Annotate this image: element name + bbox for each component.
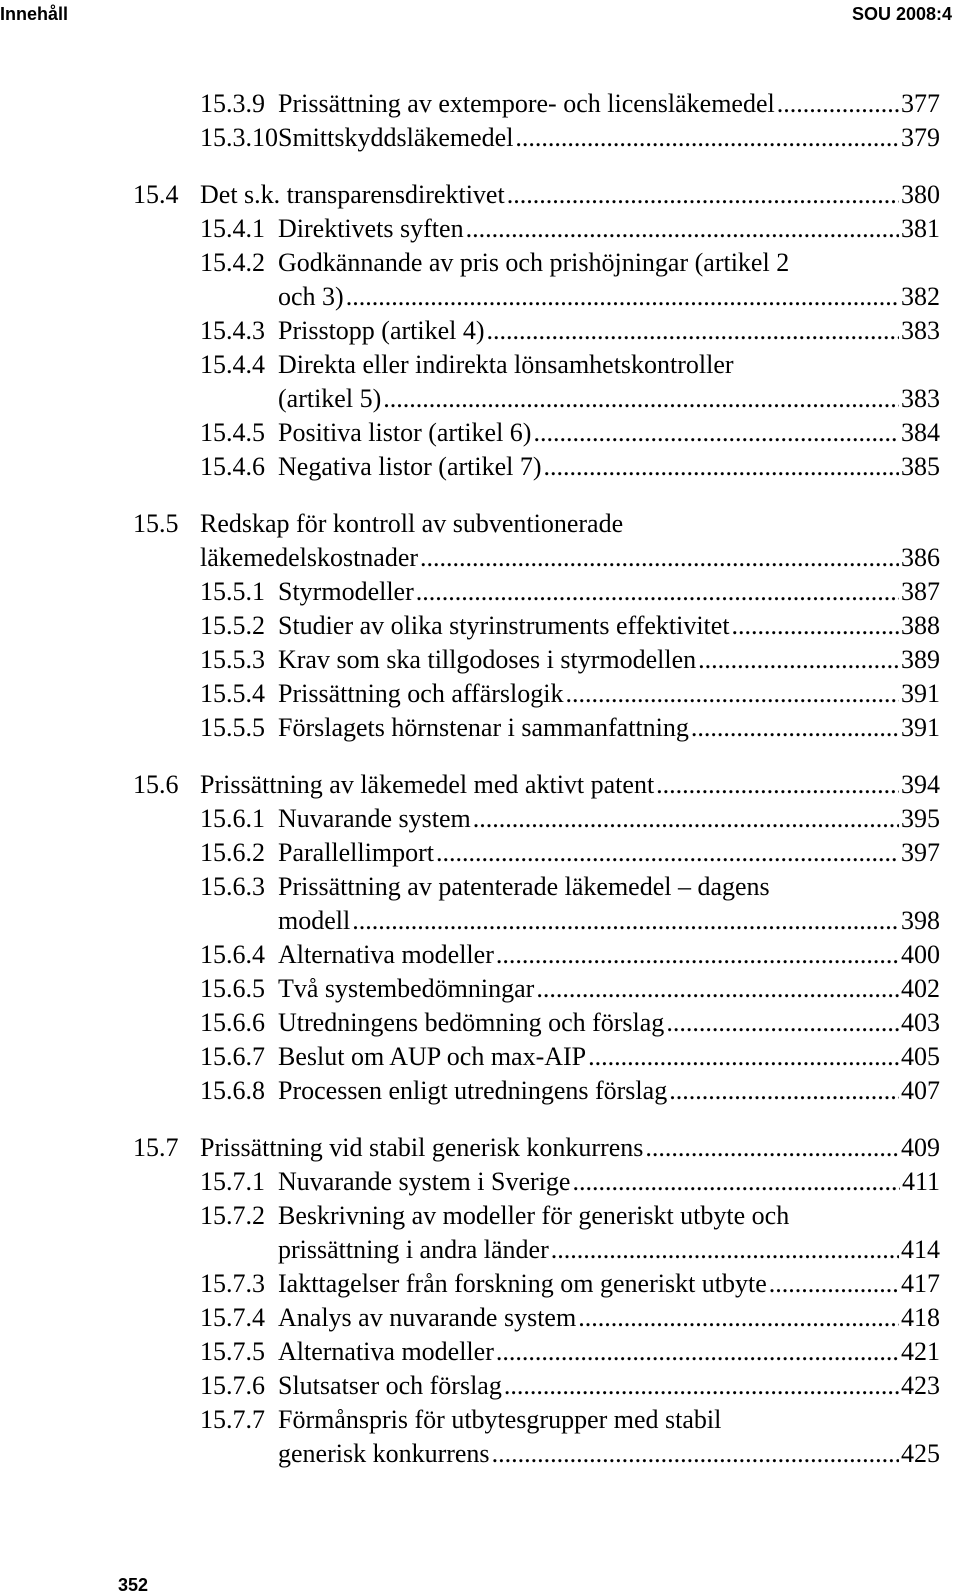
toc-entry-page: 382 xyxy=(901,282,940,311)
toc-entry-page: 398 xyxy=(901,906,940,935)
toc-entry-number: 15.7.2 xyxy=(200,1201,265,1230)
toc-entry-title: Förmånspris för utbytesgrupper med stabil xyxy=(278,1405,722,1434)
toc-entry-title: prissättning i andra länder xyxy=(278,1235,549,1264)
toc-entry-number: 15.6.2 xyxy=(200,838,265,867)
dot-leader xyxy=(732,609,899,643)
toc-entry-number: 15.7.5 xyxy=(200,1337,265,1366)
dot-leader xyxy=(578,1301,899,1335)
toc-entry-page: 385 xyxy=(901,452,940,481)
toc-entry-page: 391 xyxy=(901,713,940,742)
toc-entry-title: Förslagets hörnstenar i sammanfattning xyxy=(278,713,689,742)
toc-entry[interactable] xyxy=(0,1131,960,1165)
toc-entry-title: Smittskyddsläkemedel xyxy=(278,123,514,152)
toc-entry[interactable] xyxy=(0,643,960,677)
toc-entry-number: 15.5.4 xyxy=(200,679,265,708)
running-head-document-id: SOU 2008:4 xyxy=(851,4,952,24)
toc-entry-title: läkemedelskostnader xyxy=(200,543,419,572)
dot-leader xyxy=(473,802,899,836)
dot-leader xyxy=(466,212,899,246)
toc-entry-title: Analys av nuvarande system xyxy=(278,1303,577,1332)
toc-entry-number: 15.7 xyxy=(133,1133,179,1162)
toc-entry-number: 15.6.1 xyxy=(200,804,265,833)
toc-entry-number: 15.4.1 xyxy=(200,214,265,243)
toc-entry-page: 397 xyxy=(901,838,940,867)
toc-entry-number: 15.7.1 xyxy=(200,1167,265,1196)
toc-entry-number: 15.4.6 xyxy=(200,452,265,481)
dot-leader xyxy=(436,836,899,870)
dot-leader xyxy=(496,1335,899,1369)
toc-entry-title: Prissättning av läkemedel med aktivt patent xyxy=(200,770,655,799)
toc-entry-page: 381 xyxy=(901,214,940,243)
toc-entry-page: 418 xyxy=(901,1303,940,1332)
toc-entry[interactable] xyxy=(0,1437,960,1471)
toc-entry[interactable] xyxy=(0,121,960,155)
toc-entry[interactable] xyxy=(0,507,960,541)
dot-leader xyxy=(551,1233,899,1267)
toc-entry-title: Prissättning vid stabil generisk konkurrens xyxy=(200,1133,644,1162)
toc-entry[interactable] xyxy=(0,416,960,450)
toc-entry-title: Nuvarande system xyxy=(278,804,471,833)
toc-entry-title: Nuvarande system i Sverige xyxy=(278,1167,571,1196)
dot-leader xyxy=(769,1267,899,1301)
dot-leader xyxy=(504,1369,899,1403)
toc-entry-page: 388 xyxy=(901,611,940,640)
toc-entry-title: Beslut om AUP och max-AIP xyxy=(278,1042,587,1071)
toc-entry-page: 383 xyxy=(901,384,940,413)
dot-leader xyxy=(507,178,899,212)
toc-entry-page: 389 xyxy=(901,645,940,674)
toc-entry[interactable] xyxy=(0,972,960,1006)
dot-leader xyxy=(352,904,899,938)
toc-entry[interactable] xyxy=(0,1335,960,1369)
toc-entry-number: 15.7.7 xyxy=(200,1405,265,1434)
toc-entry[interactable] xyxy=(0,314,960,348)
dot-leader xyxy=(383,382,899,416)
toc-entry-page: 391 xyxy=(901,679,940,708)
toc-entry-page: 421 xyxy=(901,1337,940,1366)
dot-leader xyxy=(420,541,899,575)
dot-leader xyxy=(346,280,899,314)
toc-entry[interactable] xyxy=(0,450,960,484)
toc-entry-number: 15.7.6 xyxy=(200,1371,265,1400)
toc-entry-page: 423 xyxy=(901,1371,940,1400)
dot-leader xyxy=(416,575,899,609)
toc-entry-title: Prisstopp (artikel 4) xyxy=(278,316,485,345)
toc-entry-number: 15.4.2 xyxy=(200,248,265,277)
toc-entry-page: 403 xyxy=(901,1008,940,1037)
toc-entry-number: 15.6.8 xyxy=(200,1076,265,1105)
toc-entry-number: 15.6.7 xyxy=(200,1042,265,1071)
toc-entry-number: 15.6.5 xyxy=(200,974,265,1003)
toc-entry[interactable] xyxy=(0,904,960,938)
toc-entry-number: 15.6 xyxy=(133,770,179,799)
toc-entry-title: Krav som ska tillgodoses i styrmodellen xyxy=(278,645,697,674)
toc-entry[interactable] xyxy=(0,212,960,246)
dot-leader xyxy=(492,1437,899,1471)
toc-entry-title: Parallellimport xyxy=(278,838,434,867)
toc-entry[interactable] xyxy=(0,575,960,609)
toc-entry-page: 405 xyxy=(901,1042,940,1071)
toc-entry[interactable] xyxy=(0,677,960,711)
toc-entry-page: 387 xyxy=(901,577,940,606)
toc-entry-title: generisk konkurrens xyxy=(278,1439,490,1468)
dot-leader xyxy=(572,1165,900,1199)
toc-entry-title: Prissättning och affärslogik xyxy=(278,679,564,708)
toc-entry-number: 15.6.4 xyxy=(200,940,265,969)
toc-entry-number: 15.6.6 xyxy=(200,1008,265,1037)
toc-entry-page: 409 xyxy=(901,1133,940,1162)
toc-entry-number: 15.4.4 xyxy=(200,350,265,379)
toc-entry-page: 417 xyxy=(901,1269,940,1298)
toc-entry-page: 400 xyxy=(901,940,940,969)
toc-entry[interactable] xyxy=(0,87,960,121)
dot-leader xyxy=(656,768,899,802)
toc-entry-title: Redskap för kontroll av subventionerade xyxy=(200,509,624,538)
dot-leader xyxy=(645,1131,899,1165)
toc-entry-number: 15.3.9 xyxy=(200,89,265,118)
toc-entry[interactable] xyxy=(0,1369,960,1403)
toc-entry[interactable] xyxy=(0,280,960,314)
dot-leader xyxy=(777,87,899,121)
toc-entry-title: Direkta eller indirekta lönsamhetskontroller xyxy=(278,350,734,379)
toc-entry-number: 15.5.1 xyxy=(200,577,265,606)
toc-entry-title: Processen enligt utredningens förslag xyxy=(278,1076,668,1105)
toc-entry-number: 15.5.3 xyxy=(200,645,265,674)
toc-entry-page: 402 xyxy=(901,974,940,1003)
toc-entry[interactable] xyxy=(0,802,960,836)
toc-entry[interactable] xyxy=(0,1040,960,1074)
toc-entry-title: (artikel 5) xyxy=(278,384,382,413)
toc-entry-page: 411 xyxy=(901,1167,940,1196)
page-number: 352 xyxy=(118,1575,149,1595)
toc-entry-title: Alternativa modeller xyxy=(278,1337,494,1366)
dot-leader xyxy=(515,121,899,155)
toc-entry[interactable] xyxy=(0,348,960,382)
toc-entry[interactable] xyxy=(0,1199,960,1233)
toc-entry-number: 15.7.3 xyxy=(200,1269,265,1298)
toc-entry-title: Iakttagelser från forskning om generiskt utbyte xyxy=(278,1269,767,1298)
toc-entry-title: Utredningens bedömning och förslag xyxy=(278,1008,665,1037)
toc-entry-title: Två systembedömningar xyxy=(278,974,535,1003)
toc-entry-title: Styrmodeller xyxy=(278,577,414,606)
toc-entry-title: Direktivets syften xyxy=(278,214,464,243)
toc-entry[interactable] xyxy=(0,1074,960,1108)
toc-entry-title: Slutsatser och förslag xyxy=(278,1371,502,1400)
toc-entry-title: och 3) xyxy=(278,282,344,311)
dot-leader xyxy=(691,711,899,745)
toc-entry-page: 386 xyxy=(901,543,940,572)
toc-entry[interactable] xyxy=(0,609,960,643)
toc-entry-page: 384 xyxy=(901,418,940,447)
toc-entry-page: 377 xyxy=(901,89,940,118)
toc-entry-title: Studier av olika styrinstruments effektivitet xyxy=(278,611,730,640)
toc-entry[interactable] xyxy=(0,711,960,745)
toc-entry-page: 379 xyxy=(901,123,940,152)
dot-leader xyxy=(533,416,899,450)
toc-entry-number: 15.5.2 xyxy=(200,611,265,640)
toc-entry-page: 383 xyxy=(901,316,940,345)
toc-entry-number: 15.4 xyxy=(133,180,179,209)
toc-entry[interactable] xyxy=(0,1233,960,1267)
toc-entry-number: 15.5 xyxy=(133,509,179,538)
toc-entry[interactable] xyxy=(0,178,960,212)
dot-leader xyxy=(496,938,899,972)
toc-entry-title: modell xyxy=(278,906,351,935)
toc-entry[interactable] xyxy=(0,870,960,904)
toc-entry[interactable] xyxy=(0,938,960,972)
toc-entry[interactable] xyxy=(0,836,960,870)
toc-entry-number: 15.7.4 xyxy=(200,1303,265,1332)
dot-leader xyxy=(669,1074,899,1108)
toc-entry-page: 407 xyxy=(901,1076,940,1105)
toc-entry-page: 425 xyxy=(901,1439,940,1468)
dot-leader xyxy=(536,972,899,1006)
toc-entry-page: 394 xyxy=(901,770,940,799)
toc-entry[interactable] xyxy=(0,1006,960,1040)
toc-entry-number: 15.3.10 xyxy=(200,123,278,152)
dot-leader xyxy=(544,450,899,484)
toc-entry-number: 15.4.5 xyxy=(200,418,265,447)
toc-entry-page: 380 xyxy=(901,180,940,209)
dot-leader xyxy=(698,643,899,677)
toc-entry-number: 15.5.5 xyxy=(200,713,265,742)
toc-entry[interactable] xyxy=(0,382,960,416)
toc-entry-number: 15.6.3 xyxy=(200,872,265,901)
toc-entry[interactable] xyxy=(0,1301,960,1335)
toc-entry-title: Godkännande av pris och prishöjningar (artikel 2 xyxy=(278,248,790,277)
toc-entry-title: Alternativa modeller xyxy=(278,940,494,969)
toc-entry-title: Negativa listor (artikel 7) xyxy=(278,452,542,481)
toc-entry-title: Det s.k. transparensdirektivet xyxy=(200,180,505,209)
toc-entry-title: Beskrivning av modeller för generiskt utbyte och xyxy=(278,1201,790,1230)
toc-entry[interactable] xyxy=(0,768,960,802)
toc-entry[interactable] xyxy=(0,1403,960,1437)
toc-entry-number: 15.4.3 xyxy=(200,316,265,345)
toc-entry[interactable] xyxy=(0,1165,960,1199)
dot-leader xyxy=(666,1006,899,1040)
running-head-section: Innehåll xyxy=(0,4,69,24)
toc-entry[interactable] xyxy=(0,246,960,280)
toc-entry[interactable] xyxy=(0,1267,960,1301)
toc-entry-title: Positiva listor (artikel 6) xyxy=(278,418,532,447)
toc-entry-title: Prissättning av extempore- och licensläkemedel xyxy=(278,89,775,118)
toc-entry-title: Prissättning av patenterade läkemedel – dagens xyxy=(278,872,770,901)
dot-leader xyxy=(588,1040,899,1074)
toc-entry-page: 414 xyxy=(901,1235,940,1264)
dot-leader xyxy=(487,314,899,348)
toc-entry[interactable] xyxy=(0,541,960,575)
toc-entry-page: 395 xyxy=(901,804,940,833)
dot-leader xyxy=(565,677,899,711)
